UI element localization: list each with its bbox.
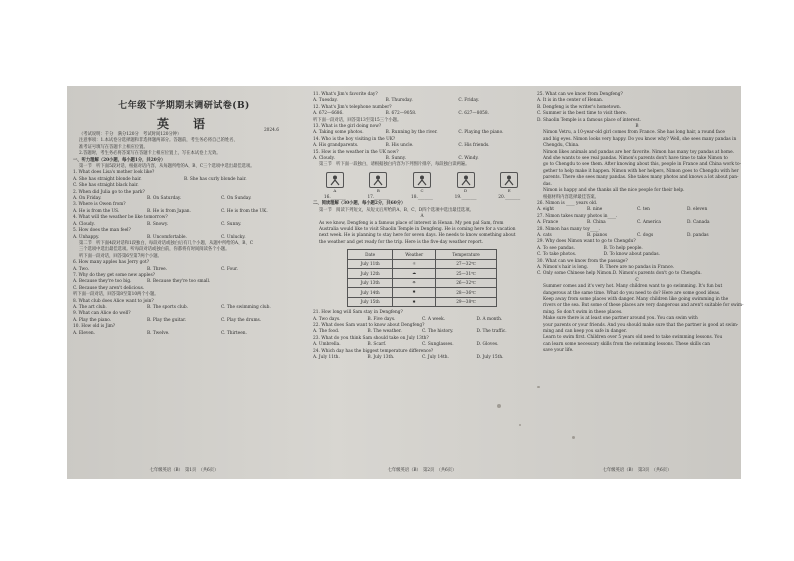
question-stem: 29. Why does Nimon want to go to Chengdu? [537, 239, 636, 245]
answer-option: A. The art club. [73, 304, 107, 310]
answer-option: C. Four. [221, 266, 238, 272]
answer-option: A. eight [537, 207, 554, 213]
text-line: 根据材料内容选择最佳答案。 [543, 194, 599, 200]
activity-picture [457, 172, 475, 188]
option-row [313, 329, 531, 335]
table-cell: July 13th [348, 278, 393, 288]
question-list [73, 260, 295, 337]
text-line: 准考证号填写在答题卡上相应位置。 [79, 144, 148, 150]
option-row [537, 207, 737, 213]
subject-title: 英 语 [156, 117, 211, 131]
text-line: ming. So don't swim in these places. [543, 309, 623, 315]
table-row [348, 269, 497, 279]
text-line: the weather and get ready for the trip. Here is the five-day weather report. [319, 239, 484, 245]
table-cell: July 14th [348, 288, 393, 298]
question-stem: 15. How is the weather in the UK now? [313, 149, 399, 155]
text-line: can learn some necessary skills from the swimming lessons. These skills can [543, 341, 711, 347]
answer-option: A. She has straight blonde hair. [73, 176, 142, 182]
text-line: save your life. [543, 348, 574, 354]
option-row [73, 331, 295, 337]
option-row [313, 342, 531, 348]
answer-blank: 17._______ [367, 194, 390, 200]
answer-option: A. July 11th. [313, 354, 340, 360]
page-footer: 七年级英语（B） 第1页 （共6页） [149, 468, 219, 473]
passage-c-label: C [635, 277, 639, 283]
answer-option: B. He is from Japan. [147, 208, 191, 214]
option-row [313, 355, 531, 361]
answer-option: A. Tuesday. [313, 98, 338, 104]
answer-option: D. eleven [687, 207, 708, 213]
picture-item [457, 172, 475, 193]
text-line: Nimon Vetru, a 10-year-old girl comes from France. She has long hair, a round face [543, 130, 725, 136]
answer-option: A. Unhappy. [73, 234, 100, 240]
answer-option: C. He is from the UK. [221, 208, 268, 214]
answer-option: C. To take photos. [537, 252, 577, 258]
answer-option: C. Playing the piano. [458, 130, 504, 136]
instructions [73, 132, 295, 158]
answer-option: C. Because they aren't delicious. [73, 285, 145, 291]
answer-option: C. ten [637, 207, 650, 213]
text-line: Summer comes and it's very hot. Many children want to go swimming. It's fun but [543, 284, 723, 290]
picture-item [369, 172, 387, 193]
text-line: rivers or the sea. But some of these places are very dangerous and aren't suitable for swim- [543, 303, 744, 309]
question-stem: 7. Why do they get some new apples? [73, 272, 155, 278]
activity-picture [326, 172, 344, 188]
answer-option: C. Unlucky. [221, 234, 246, 240]
answer-option: D. Canada [687, 220, 710, 226]
text-line: ming and can keep you safe in danger. [543, 329, 627, 335]
text-line: Nimon likes animals and pandas are her favorite. Nimon has many toy pandas at home. [543, 149, 735, 155]
answer-option: C. July 14th. [422, 354, 449, 360]
weather-icon: ✹ [393, 288, 436, 298]
weather-table [347, 249, 497, 307]
option-row [313, 317, 531, 323]
question-list [313, 92, 531, 162]
answer-option: A. To see pandas. [537, 245, 575, 251]
text-line: Australia would like to visit Shaolin Temple in Dengfeng. He is coming here for a vacation [319, 226, 516, 232]
answer-option: C. dogs [637, 232, 654, 238]
text-line: your parents or your friends. And you should make sure that the partner is good at swim- [543, 322, 739, 328]
text-line: Chengdu, China. [543, 143, 580, 149]
answer-option: B. On Saturday. [147, 196, 182, 202]
text-line: （考试说明：千分 满分120分 考试时间120分钟） [79, 132, 182, 137]
question-stem: 12. What's Jim's telephone number? [313, 104, 392, 110]
question-stem: 23. What do you think Sam should take on July 13th? [313, 335, 429, 341]
activity-picture [500, 172, 518, 188]
section-listening: 一、听力理解（20小题，每小题1分，共20分） [73, 157, 166, 163]
option-row [313, 130, 531, 136]
answer-option: C. Sunglasses. [422, 342, 454, 348]
question-stem: 3. Where is Owen from? [73, 202, 126, 208]
picture-label: E [507, 187, 511, 193]
activity-picture [369, 172, 387, 188]
section-reading: 二、阅读理解（30小题，每小题2分，共60分） [313, 201, 406, 207]
answer-option: C. Thirteen. [221, 330, 247, 336]
question-list [537, 201, 737, 278]
answer-option: B. Play the guitar. [147, 317, 187, 323]
page-footer: 七年级英语（B） 第2页 （共6页） [387, 468, 457, 473]
answer-option: C. His friends. [458, 143, 490, 149]
picture-row [313, 172, 531, 193]
question-stem: 24. Which day has the biggest temperature difference? [313, 348, 434, 354]
table-cell: July 12th [348, 269, 393, 279]
answer-option: A. Play the piano. [73, 317, 112, 323]
option-row [73, 267, 295, 273]
text-line: Learn to swim first. Children over 5 years old need to take swimming lessons. You [543, 335, 723, 341]
exam-sheet [67, 86, 744, 479]
answer-option: C. A week. [422, 316, 446, 322]
answer-option: C. The history. [422, 329, 454, 335]
table-header-cell: Date [348, 250, 393, 260]
answer-option: D. Nimon's parents don't go to Chengdu. [612, 271, 702, 277]
part-3-instructions: 第三节 听下面一段独白，请根据独白内容为下列图片排序，每段独白读两遍。 [319, 162, 470, 168]
table-header-cell: Weather [393, 250, 436, 260]
question-stem: 22. What does Sam want to know about Dengfeng? [313, 322, 425, 328]
text-line: Make sure there is at least one partner around you. You can swim with [543, 316, 698, 322]
question-stem: 5. How does the man feel? [73, 228, 131, 234]
page-1-column [73, 92, 295, 475]
answer-option: D. pandas [687, 232, 709, 238]
ink-stain [497, 404, 501, 408]
part-1-instructions: 第一节 听下面5段对话，根据对话内容，从每题所给的A、B、C三个选项中选出最佳选项。 [79, 164, 255, 170]
answer-option: A. Cloudy. [73, 221, 95, 227]
picture-label: C [420, 187, 424, 193]
answer-option: C. On Sunday. [221, 196, 252, 202]
answer-option: C. Play the drums. [221, 317, 262, 323]
passage-c [537, 284, 744, 354]
question-stem: 4. What will the weather be like tomorrow? [73, 215, 168, 221]
picture-label: B [376, 187, 380, 193]
question-stem: 11. What's Jim's favorite day? [313, 92, 378, 97]
answer-option: A. Cloudy. [313, 156, 335, 162]
answer-option: A. France [537, 220, 559, 226]
text-line: das. [543, 181, 552, 187]
answer-option: A. His grandparents. [313, 143, 359, 149]
question-stem: 8. What club does Alice want to join? [73, 298, 154, 304]
answer-option: C. 627—8058. [458, 111, 490, 117]
weather-icon: ✹ [393, 297, 436, 307]
question-stem: 30. What can we know from the passage? [537, 258, 628, 264]
answer-option: A. cats [537, 232, 552, 238]
answer-blank: 16._______ [323, 194, 346, 200]
option-row [313, 143, 531, 149]
text-line: 注意事项：1.本试卷分选择题和非选择题两部分。答题前，考生务必将自己的姓名、 [79, 138, 238, 144]
question-stem: 10. How old is Jim? [73, 324, 116, 330]
table-header-cell: Temperature [436, 250, 497, 260]
answer-option: B. Snowy. [147, 221, 169, 227]
text-line: And she wants to see real pandas. Nimon's parents don't have time to take Nimon to [543, 156, 728, 162]
question-stem: 听下面一段对话，回答第8至第10两个小题。 [73, 292, 159, 298]
answer-option [184, 183, 295, 189]
answer-option: A. Because they're too big. [73, 279, 132, 285]
question-stem: 21. How long will Sam stay in Dengfeng? [313, 310, 403, 316]
answer-option: B. She has curly blonde hair. [184, 176, 247, 182]
picture-item [413, 172, 431, 193]
part-4-instructions: 第一节 阅读下列短文，从短文后所给的A、B、C、D四个选项中选出最佳选项。 [319, 207, 474, 213]
question-list [313, 310, 531, 361]
answer-option: B. 672—9058. [385, 111, 417, 117]
answer-option [184, 286, 295, 292]
table-row [348, 259, 497, 269]
picture-label: A [333, 187, 337, 193]
option-row [537, 271, 737, 277]
text-line: 听下面一段对话，回答第6至第7两个小题。 [79, 253, 162, 259]
answer-option: D. The traffic. [476, 329, 507, 335]
picture-item [500, 172, 518, 193]
answer-option: B. The weather. [367, 329, 402, 335]
answer-option: C. Summer is the best time to visit there. [537, 111, 627, 117]
picture-label: D [463, 187, 468, 193]
answer-option: B. nine [587, 207, 603, 213]
text-line: 三个选项中选出最佳选项。听每段对话或独白前，你都将有时间阅读各个小题。 [79, 247, 230, 253]
answer-option: A. Taking some photos. [313, 130, 364, 136]
option-row [73, 235, 295, 241]
answer-option: B. Five days. [367, 316, 396, 322]
passage-b [537, 130, 742, 200]
answer-option: C. Friday. [458, 98, 480, 104]
passage-a-label: A [420, 214, 424, 220]
activity-picture [413, 172, 431, 188]
answer-option: D. A month. [476, 316, 503, 322]
answer-blank: 19._______ [454, 194, 477, 200]
text-line: and big eyes. Nimon looks very happy. Do you know why? Well, she sees many pandas in [543, 136, 737, 142]
question-list [537, 92, 737, 124]
text-line: 第二节 听下面4段对话和1段独白，每段对话或独白后有几个小题，从题中所给的A、B、C [79, 240, 253, 246]
text-line: Keep away from some places with danger. Many children like going swimming in the [543, 297, 729, 302]
text-line: parents. There she sees many pandas. She takes many photos and knows a lot about pan- [543, 175, 739, 181]
answer-blank: 18._______ [411, 194, 433, 200]
question-stem: 25. What can we know from Dengfeng? [537, 92, 623, 97]
weather-icon: ☼ [393, 259, 436, 269]
answer-option: C. Sunny. [221, 221, 242, 227]
question-stem: 26. Nimon is ____ years old. [537, 200, 598, 206]
text-line: gether to help make it happen. Nimon with her helpers, Nimon goes to Chengdu with her [543, 168, 739, 174]
table-cell: 27—32℃ [436, 259, 497, 269]
table-cell: 25—31℃ [436, 269, 497, 279]
answer-option: B. Thursday. [385, 98, 413, 104]
answer-option: B. Dengfeng is the writer's hometown. [537, 104, 622, 110]
answer-option: B. pianos [587, 232, 608, 238]
text-line: go to Chengdu to see them. After knowing about this, people in France and China work to- [543, 162, 742, 168]
question-stem: 6. How many apples has Jerry got? [73, 260, 150, 266]
answer-option: D. To know about pandas. [603, 252, 660, 258]
answer-option: C. America [637, 220, 661, 226]
answer-option: B. The sports club. [147, 304, 188, 310]
page-2-column [313, 92, 531, 475]
answer-option [641, 118, 737, 124]
question-stem: 听下面一段对话，回答第13至第15三个小题。 [313, 117, 402, 123]
answer-option: B. July 13th. [367, 354, 395, 360]
ink-stain [572, 436, 575, 439]
answer-option: C. The swimming club. [221, 304, 271, 310]
answer-option: B. China [587, 220, 606, 226]
option-row [537, 252, 737, 258]
answer-option: B. Twelve. [147, 330, 170, 336]
part-2-instructions [73, 241, 295, 260]
option-row [73, 183, 295, 189]
question-stem: 2. When did Julia go to the park? [73, 189, 145, 195]
answer-option: B. There are no pandas in France. [599, 264, 675, 270]
answer-option: A. 672—6686. [313, 111, 344, 117]
text-line: 2.答题时，考生务必将答案写在答题卡上相应位置上，写在本试卷上无效。 [79, 151, 221, 157]
answer-option: B. His uncle. [385, 143, 414, 149]
answer-option [670, 252, 737, 258]
question-list [73, 170, 295, 240]
answer-option: B. Scarf. [367, 342, 387, 348]
answer-option: B. Running by the river. [385, 130, 438, 136]
weather-icon: ☁ [393, 269, 436, 279]
question-stem: 9. What can Alice do well? [73, 311, 131, 317]
passage-b-label: B [635, 124, 639, 130]
option-row [313, 111, 531, 117]
answer-option: B. To help people. [603, 245, 643, 251]
answer-option: D. July 15th. [476, 354, 504, 360]
table-cell: July 11th [348, 259, 393, 269]
table-row [348, 297, 497, 307]
answer-option: C. She has straight black hair. [73, 183, 139, 189]
answer-option: A. Eleven. [73, 330, 95, 336]
page-footer: 七年级英语（B） 第3页 （共6页） [602, 468, 672, 473]
table-row [348, 278, 497, 288]
exam-date: 2024.6 [263, 128, 279, 133]
text-line: next week. He is planning to stay here for seven days. He needs to know something about [319, 233, 516, 239]
question-stem: 27. Nimon takes many photos in____. [537, 213, 618, 219]
text-line: As we know, Dengfeng is a famous place of interest in Henan. My pen pal Sam, from [319, 220, 504, 226]
answer-blank: 20._______ [498, 194, 521, 200]
ink-stain [519, 424, 521, 426]
ink-stain [537, 386, 540, 388]
question-stem: 13. What is the girl doing now? [313, 124, 382, 130]
option-row [537, 220, 737, 226]
answer-option: D. Gloves. [476, 342, 499, 348]
answer-option: D. Shaolin Temple is a famous place of interest. [537, 117, 641, 123]
picture-item [326, 172, 344, 193]
answer-option: B. Because they're too small. [147, 279, 211, 285]
question-stem: 14. Who is the boy visiting in the UK? [313, 136, 396, 142]
answer-option: A. Two. [73, 266, 90, 272]
table-cell: 29—38℃ [436, 297, 497, 307]
option-row [313, 98, 531, 104]
text-line: Nimon is happy and she thanks all the nice people for their help. [543, 188, 685, 194]
answer-option: B. Sunny. [385, 156, 407, 162]
answer-option [702, 271, 737, 277]
answer-option: B. Uncomfortable. [147, 234, 187, 240]
table-cell: 26—32℃ [436, 278, 497, 288]
page-3-column [537, 92, 744, 475]
answer-option: A. On Friday. [73, 196, 102, 202]
question-stem: 28. Nimon has many toy____. [537, 226, 600, 232]
question-stem: 1. What does Lisa's mother look like? [73, 170, 155, 176]
answer-option: C. Only some Chinese help Nimon. [537, 271, 613, 277]
text-line: dangerous at the same time. What do you need to do? Here are some good ideas. [543, 290, 721, 296]
answer-option: A. Two days. [313, 316, 341, 322]
answer-option: A. Nimon's hair is long. [537, 264, 589, 270]
answer-option: C. Windy. [458, 156, 479, 162]
passage-a [313, 221, 531, 247]
table-row [348, 288, 497, 298]
answer-option: A. Umbrella. [313, 342, 341, 348]
table-cell: July 15th [348, 297, 393, 307]
table-cell: 28—36℃ [436, 288, 497, 298]
answer-option: A. It is in the center of Henan. [537, 98, 604, 104]
answer-option: A. He is from the US. [73, 208, 120, 214]
answer-option: A. The food. [313, 329, 340, 335]
answer-option: B. Three. [147, 266, 168, 272]
weather-icon: ☂ [393, 278, 436, 288]
exam-title: 七年级下学期期末调研试卷(B) [118, 101, 250, 111]
